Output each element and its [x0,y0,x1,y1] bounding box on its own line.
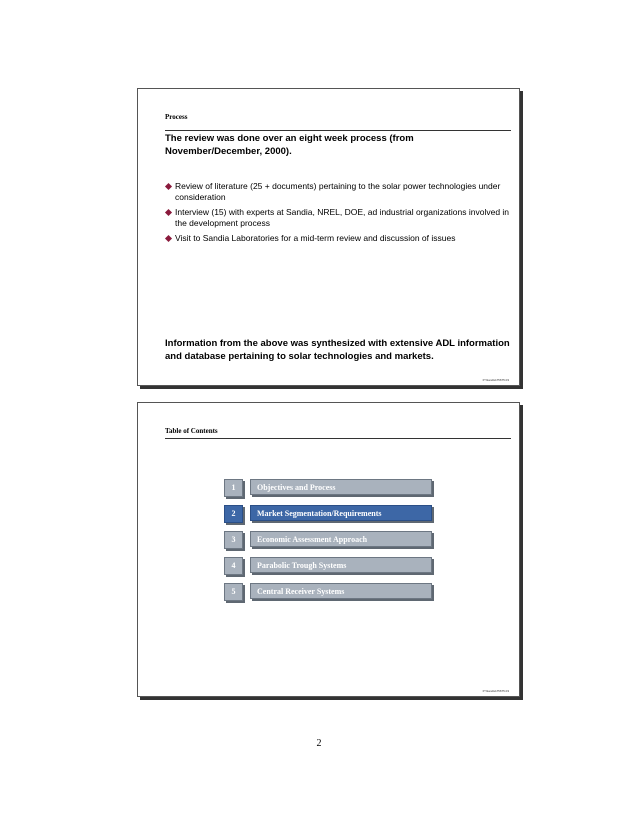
slide-conclusion: Information from the above was synthesized with extensive ADL information and database pertaining to solar technologies and markets. [165,338,510,362]
toc-label: Central Receiver Systems [250,583,432,599]
toc-label: Economic Assessment Approach [250,531,432,547]
diamond-bullet-icon [165,209,172,216]
slide-title: Process [165,113,188,121]
table-of-contents-slide [137,402,520,697]
slide-headline: The review was done over an eight week process (from November/December, 2000). [165,133,414,157]
bullet-item: Interview (15) with experts at Sandia, NREL, DOE, ad industrial organizations involved in the development process [165,207,515,229]
toc-number: 1 [224,479,243,497]
toc-number: 2 [224,505,243,523]
toc-number: 3 [224,531,243,549]
toc-label: Objectives and Process [250,479,432,495]
toc-label: Market Segmentation/Requirements [250,505,432,521]
page-number: 2 [316,738,322,749]
toc-number: 5 [224,583,243,601]
diamond-bullet-icon [165,235,172,242]
diamond-bullet-icon [165,183,172,190]
slide-title: Table of Contents [165,427,218,435]
title-divider [165,438,511,439]
slide-footer: P:\Sandia\75675.03 [482,378,509,382]
title-divider [165,130,511,131]
process-slide [137,88,520,386]
bullet-item: Review of literature (25 + documents) pertaining to the solar power technologies under consideration [165,181,515,203]
bullet-item: Visit to Sandia Laboratories for a mid-term review and discussion of issues [165,233,515,244]
toc-label: Parabolic Trough Systems [250,557,432,573]
bullet-list [165,181,515,248]
slide-footer: P:\Sandia\75675.03 [482,689,509,693]
toc-number: 4 [224,557,243,575]
